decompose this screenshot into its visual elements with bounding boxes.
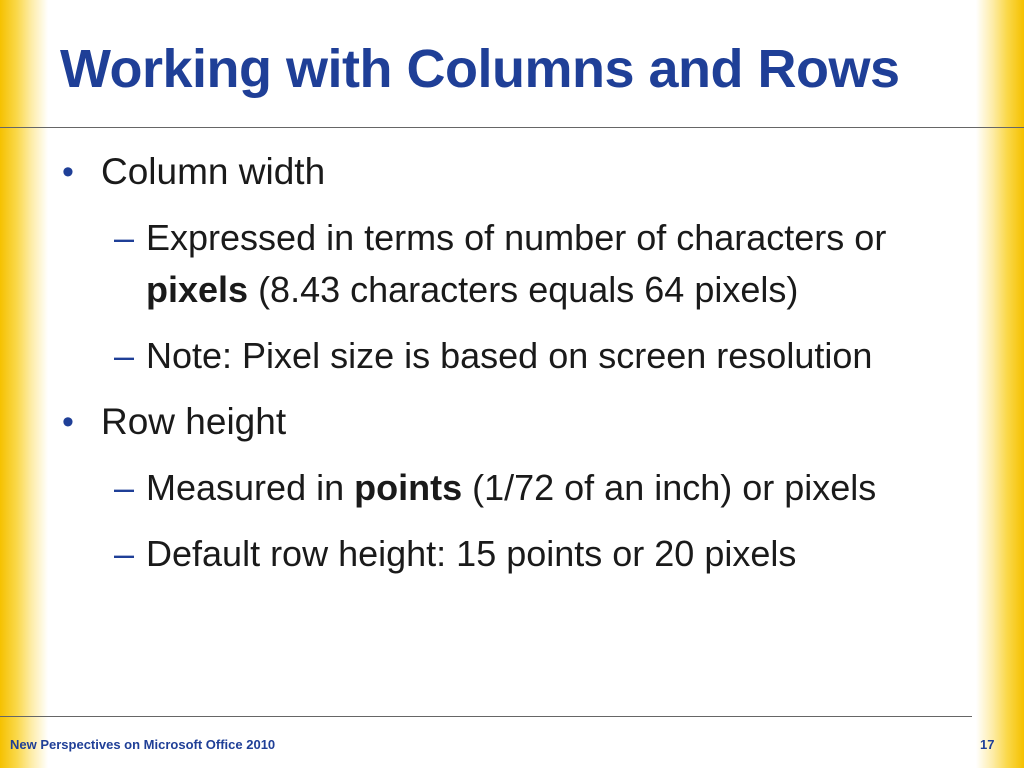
sub-bullet-text: Default row height: 15 points or 20 pixels	[146, 533, 797, 574]
slide-title: Working with Columns and Rows	[60, 39, 900, 99]
sub-bullet-text: Note: Pixel size is based on screen resolution	[146, 335, 873, 376]
sub-bullet-text-after: (8.43 characters equals 64 pixels)	[248, 269, 799, 310]
sub-bullet-text-after: (1/72 of an inch) or pixels	[462, 467, 877, 508]
sub-bullet-marker: –	[114, 467, 135, 508]
sub-bullet-note	[60, 330, 980, 382]
sub-bullet-marker: –	[114, 335, 135, 376]
sub-bullet-expressed	[60, 212, 980, 316]
sub-bullet-marker: –	[114, 217, 135, 258]
sub-bullet-text-before: Measured in	[146, 467, 355, 508]
bullet-text: Row height	[101, 401, 287, 442]
bullet-column-width	[60, 146, 980, 198]
sub-bullet-text-before: Expressed in terms of number of characters or	[146, 217, 887, 258]
sub-bullet-marker: –	[114, 533, 135, 574]
title-divider	[0, 127, 1024, 128]
footer-course-title: New Perspectives on Microsoft Office 2010	[10, 737, 276, 752]
bullet-row-height	[60, 396, 980, 448]
sub-bullet-default	[60, 528, 980, 580]
sub-bullet-measured	[60, 462, 980, 514]
slide-number: 17	[980, 737, 995, 752]
bullet-marker: •	[62, 153, 74, 191]
slide-body	[60, 146, 980, 594]
footer-divider	[0, 716, 972, 717]
sub-bullet-bold-term: points	[354, 467, 463, 508]
bullet-marker: •	[62, 403, 74, 441]
left-decorative-band	[0, 0, 48, 768]
bullet-text: Column width	[101, 151, 326, 192]
right-decorative-band	[976, 0, 1024, 768]
sub-bullet-bold-term: pixels	[146, 269, 249, 310]
